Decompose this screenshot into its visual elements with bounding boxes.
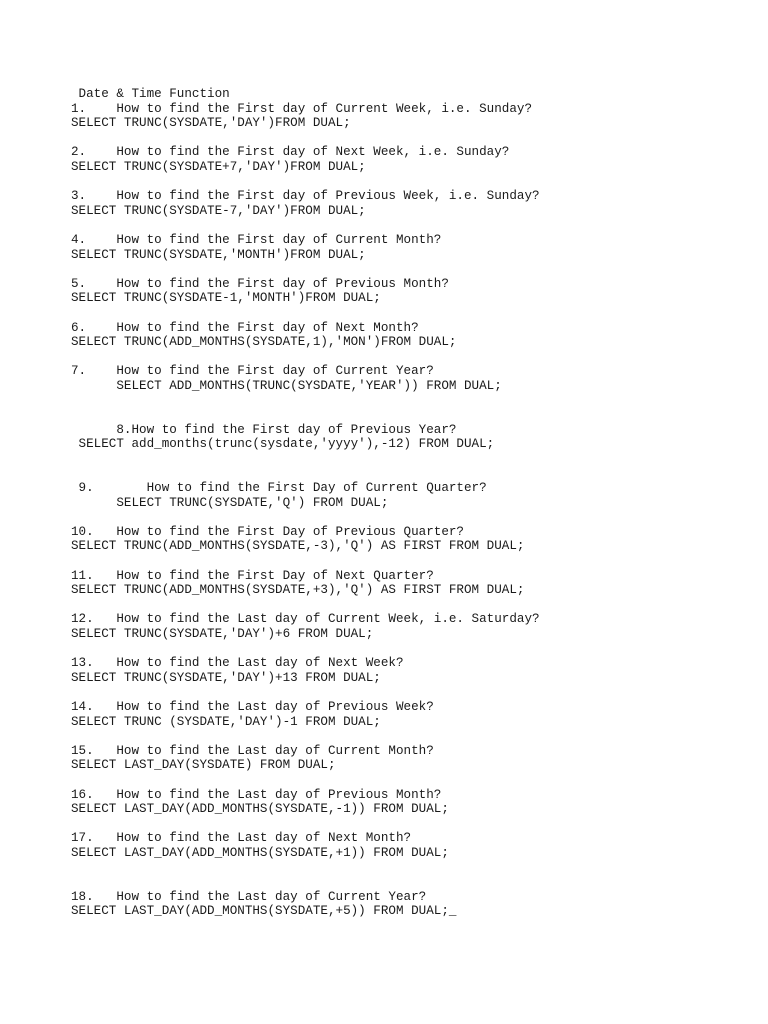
spacer — [71, 773, 751, 788]
sql-13: SELECT TRUNC(SYSDATE,'DAY')+13 FROM DUAL; — [71, 670, 381, 685]
spacer — [71, 350, 751, 365]
spacer — [71, 729, 751, 744]
spacer — [71, 306, 751, 321]
sql-11: SELECT TRUNC(ADD_MONTHS(SYSDATE,+3),'Q') AS FIRST FROM DUAL; — [71, 583, 525, 598]
spacer — [71, 218, 751, 233]
spacer — [71, 598, 751, 613]
spacer — [71, 817, 751, 832]
spacer — [71, 554, 751, 569]
question-8: 8.How to find the First day of Previous Year? — [71, 422, 457, 437]
question-12: 12. How to find the Last day of Current Week, i.e. Saturday? — [71, 612, 540, 627]
spacer — [71, 875, 751, 890]
question-7: 7. How to find the First day of Current Year? — [71, 364, 434, 379]
sql-5: SELECT TRUNC(SYSDATE-1,'MONTH')FROM DUAL; — [71, 291, 381, 306]
document-title: Date & Time Function — [71, 87, 230, 101]
question-11: 11. How to find the First Day of Next Quarter? — [71, 568, 434, 583]
sql-10: SELECT TRUNC(ADD_MONTHS(SYSDATE,-3),'Q') AS FIRST FROM DUAL; — [71, 539, 525, 554]
question-2: 2. How to find the First day of Next Week, i.e. Sunday? — [71, 145, 510, 160]
spacer — [71, 408, 751, 423]
sql-8: SELECT add_months(trunc(sysdate,'yyyy'),-12) FROM DUAL; — [71, 437, 495, 452]
document-page — [71, 87, 751, 919]
spacer — [71, 685, 751, 700]
question-3: 3. How to find the First day of Previous Week, i.e. Sunday? — [71, 189, 540, 204]
sql-12: SELECT TRUNC(SYSDATE,'DAY')+6 FROM DUAL; — [71, 626, 374, 641]
sql-6: SELECT TRUNC(ADD_MONTHS(SYSDATE,1),'MON')FROM DUAL; — [71, 335, 457, 350]
sql-17: SELECT LAST_DAY(ADD_MONTHS(SYSDATE,+1)) FROM DUAL; — [71, 845, 449, 860]
sql-2: SELECT TRUNC(SYSDATE+7,'DAY')FROM DUAL; — [71, 159, 366, 174]
question-1: 1. How to find the First day of Current Week, i.e. Sunday? — [71, 101, 533, 116]
question-6: 6. How to find the First day of Next Month? — [71, 320, 419, 335]
spacer — [71, 642, 751, 657]
spacer — [71, 466, 751, 481]
question-17: 17. How to find the Last day of Next Month? — [71, 831, 412, 846]
question-13: 13. How to find the Last day of Next Week? — [71, 656, 404, 671]
sql-1: SELECT TRUNC(SYSDATE,'DAY')FROM DUAL; — [71, 116, 351, 131]
question-15: 15. How to find the Last day of Current Month? — [71, 743, 434, 758]
spacer — [71, 262, 751, 277]
question-14: 14. How to find the Last day of Previous Week? — [71, 699, 434, 714]
sql-18: SELECT LAST_DAY(ADD_MONTHS(SYSDATE,+5)) FROM DUAL;_ — [71, 904, 457, 919]
spacer — [71, 175, 751, 190]
spacer — [71, 510, 751, 525]
sql-9: SELECT TRUNC(SYSDATE,'Q') FROM DUAL; — [71, 495, 389, 510]
question-10: 10. How to find the First Day of Previous Quarter? — [71, 524, 464, 539]
spacer — [71, 452, 751, 467]
question-5: 5. How to find the First day of Previous Month? — [71, 276, 449, 291]
sql-4: SELECT TRUNC(SYSDATE,'MONTH')FROM DUAL; — [71, 247, 366, 262]
question-16: 16. How to find the Last day of Previous Month? — [71, 787, 442, 802]
spacer — [71, 860, 751, 875]
sql-7: SELECT ADD_MONTHS(TRUNC(SYSDATE,'YEAR')) FROM DUAL; — [71, 378, 502, 393]
sql-16: SELECT LAST_DAY(ADD_MONTHS(SYSDATE,-1)) FROM DUAL; — [71, 802, 449, 817]
question-9: 9. How to find the First Day of Current Quarter? — [71, 481, 487, 496]
sql-14: SELECT TRUNC (SYSDATE,'DAY')-1 FROM DUAL; — [71, 714, 381, 729]
question-18: 18. How to find the Last day of Current Year? — [71, 889, 427, 904]
question-4: 4. How to find the First day of Current Month? — [71, 232, 442, 247]
spacer — [71, 393, 751, 408]
sql-3: SELECT TRUNC(SYSDATE-7,'DAY')FROM DUAL; — [71, 203, 366, 218]
spacer — [71, 131, 751, 146]
sql-15: SELECT LAST_DAY(SYSDATE) FROM DUAL; — [71, 758, 336, 773]
